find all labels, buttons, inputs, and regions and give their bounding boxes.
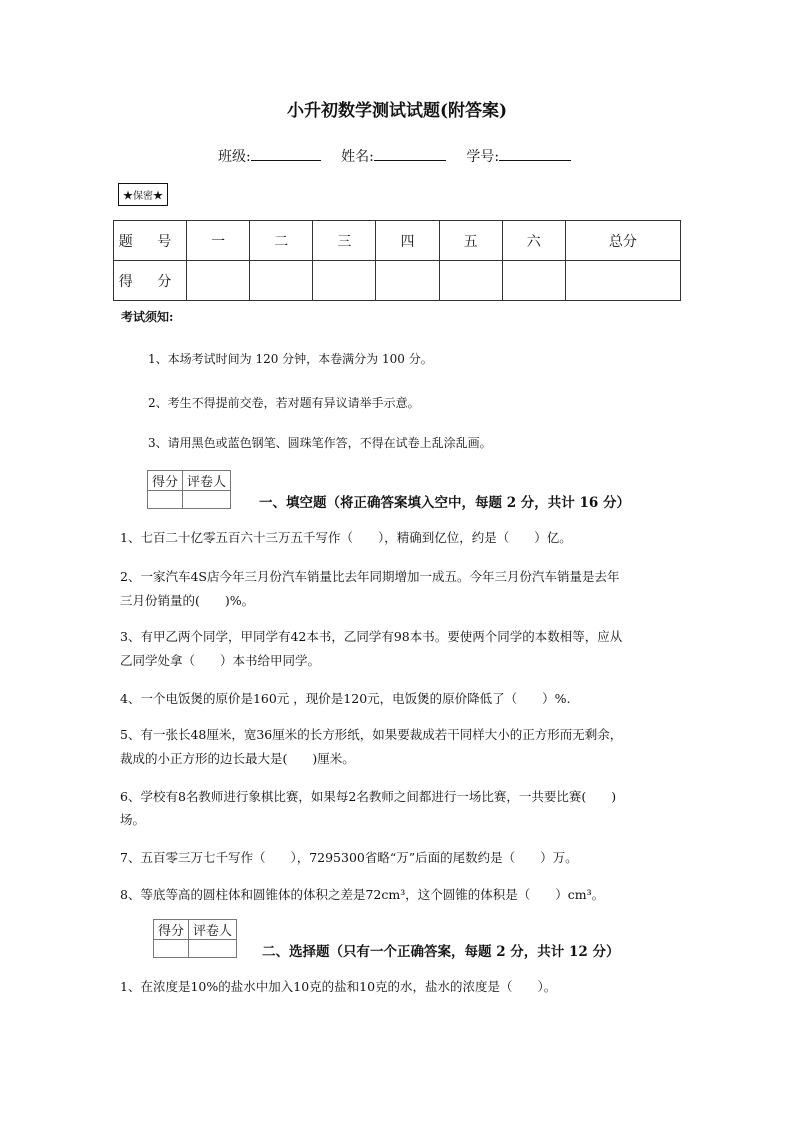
section1-heading: 一、填空题（将正确答案填入空中，每题 2 分，共计 16 分）: [259, 495, 630, 511]
score-header-cell: 一: [187, 221, 250, 261]
score-table-score-row: [114, 261, 681, 301]
question-item: 5、有一张长48厘米，宽36厘米的长方形纸，如果要裁成若干同样大小的正方形而无剩余，: [120, 727, 623, 742]
name-field[interactable]: [341, 146, 446, 166]
notice-title: 考试须知:: [121, 310, 174, 324]
grader-name-cell[interactable]: [189, 940, 237, 958]
page-title: 小升初数学测试试题(附答案): [286, 101, 508, 121]
score-header-cell: 题 号: [114, 221, 187, 261]
student-id-label: 学号:: [466, 149, 500, 165]
class-field[interactable]: [218, 146, 321, 166]
question-item: 场。: [120, 812, 146, 827]
student-id-field[interactable]: [466, 146, 571, 166]
score-cell[interactable]: [313, 261, 376, 301]
score-header-cell: 六: [502, 221, 565, 261]
score-header-cell: 四: [376, 221, 439, 261]
score-header-cell: 五: [439, 221, 502, 261]
class-blank[interactable]: [251, 146, 321, 161]
score-header-cell: 二: [250, 221, 313, 261]
class-label: 班级:: [218, 149, 251, 165]
name-blank[interactable]: [374, 146, 446, 161]
score-header-cell: 三: [313, 221, 376, 261]
grader-score-cell[interactable]: [154, 940, 189, 958]
name-label: 姓名:: [341, 149, 374, 165]
question-item: 1、在浓度是10%的盐水中加入10克的盐和10克的水，盐水的浓度是（ ）。: [120, 979, 557, 994]
score-cell[interactable]: [565, 261, 680, 301]
score-cell[interactable]: [376, 261, 439, 301]
grader-name-label: 评卷人: [189, 920, 237, 940]
question-item: 4、一个电饭煲的原价是160元 ，现价是120元，电饭煲的原价降低了（ ）%.: [120, 691, 571, 706]
grader-score-label: 得分: [148, 471, 183, 491]
score-cell[interactable]: [250, 261, 313, 301]
score-table-header-row: [114, 221, 681, 261]
score-cell[interactable]: [187, 261, 250, 301]
question-item: 7、五百零三万七千写作（ ），7295300省略“万”后面的尾数约是（ ）万。: [120, 850, 578, 865]
secret-badge: ★保密★: [118, 183, 168, 206]
grader-box-1: [147, 470, 231, 509]
grader-name-cell[interactable]: [183, 491, 231, 509]
question-item: 三月份销量的( )%。: [120, 593, 255, 608]
notice-rule: 1、本场考试时间为 120 分钟，本卷满分为 100 分。: [148, 352, 433, 366]
notice-rule: 3、请用黑色或蓝色钢笔、圆珠笔作答，不得在试卷上乱涂乱画。: [148, 436, 492, 450]
question-item: 2、一家汽车4S店今年三月份汽车销量比去年同期增加一成五。今年三月份汽车销量是去年: [120, 569, 620, 584]
grader-name-label: 评卷人: [183, 471, 231, 491]
section2-heading: 二、选择题（只有一个正确答案，每题 2 分，共计 12 分）: [262, 944, 620, 960]
grader-box-2: [153, 919, 237, 958]
score-header-cell: 总分: [565, 221, 680, 261]
question-item: 1、七百二十亿零五百六十三万五千写作（ ），精确到亿位，约是（ ）亿。: [120, 530, 572, 545]
grader-score-label: 得分: [154, 920, 189, 940]
notice-rule: 2、考生不得提前交卷，若对题有异议请举手示意。: [148, 396, 420, 410]
score-cell[interactable]: [439, 261, 502, 301]
question-item: 乙同学处拿（ ）本书给甲同学。: [120, 653, 321, 668]
question-item: 8、等底等高的圆柱体和圆锥体的体积之差是72cm³，这个圆锥的体积是（ ）cm³。: [120, 887, 605, 902]
score-row-label: 得 分: [114, 261, 187, 301]
score-cell[interactable]: [502, 261, 565, 301]
student-id-blank[interactable]: [499, 146, 571, 161]
student-info-line: [218, 146, 587, 166]
question-item: 裁成的小正方形的边长最大是( )厘米。: [120, 751, 355, 766]
score-table: [113, 220, 681, 301]
grader-score-cell[interactable]: [148, 491, 183, 509]
question-item: 6、学校有8名教师进行象棋比赛，如果每2名教师之间都进行一场比赛，一共要比赛( ): [120, 789, 617, 804]
question-item: 3、有甲乙两个同学，甲同学有42本书，乙同学有98本书。要使两个同学的本数相等，应从: [120, 629, 623, 644]
